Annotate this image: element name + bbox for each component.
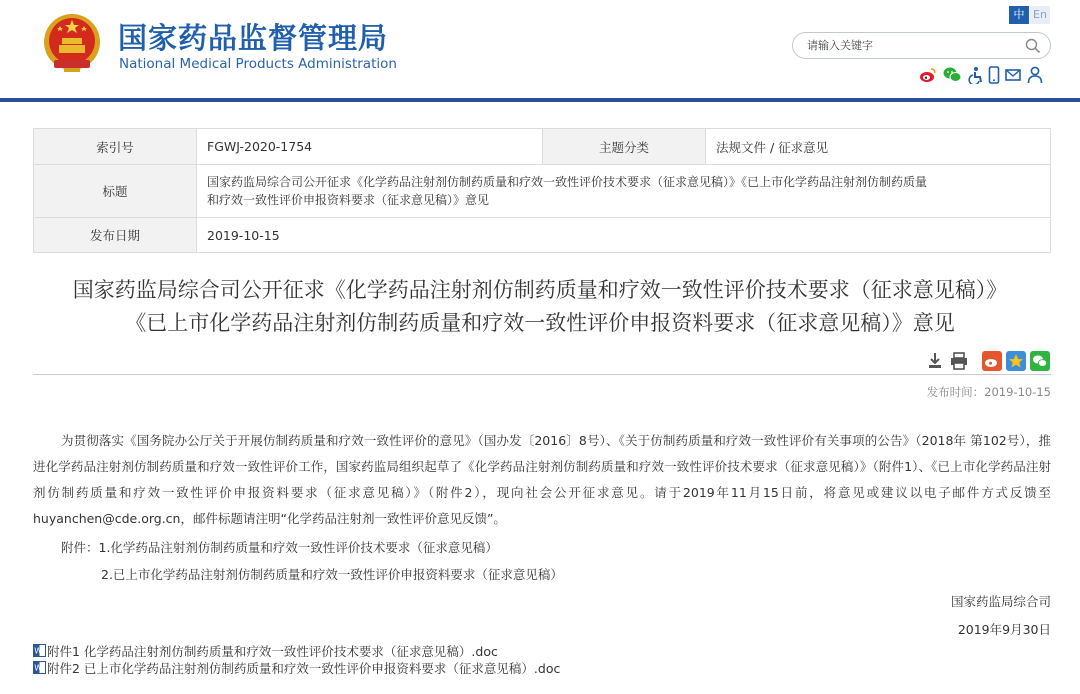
lang-zh-button[interactable]: 中 [1009, 6, 1029, 24]
download-icon[interactable] [927, 352, 943, 370]
article-body [33, 428, 1051, 532]
title-value [197, 165, 1051, 218]
document-info-table [33, 128, 1051, 253]
article-title-line2: 《已上市化学药品注射剂仿制药质量和疗效一致性评价申报资料要求（征求意见稿）》意见 [125, 311, 955, 335]
site-title-cn[interactable]: 国家药品监督管理局 [118, 21, 389, 55]
article-title-line1: 国家药监局综合司公开征求《化学药品注射剂仿制药质量和疗效一致性评价技术要求（征求意见稿）》 [72, 278, 1008, 302]
signer: 国家药监局综合司 [950, 594, 1051, 609]
site-header [0, 0, 1080, 98]
category-value: 法规文件 / 征求意见 [706, 129, 1051, 165]
publish-time: 发布时间：2019-10-15 [926, 385, 1051, 399]
article-paragraph: 为贯彻落实《国务院办公厅关于开展仿制药质量和疗效一致性评价的意见》（国办发〔2016〕8号）、《关于仿制药质量和疗效一致性评价有关事项的公告》（2018年 第102号），推进化学药品注射剂仿制药质量和疗效一致性评价工作，国家药监局组织起草了《化学药品注射剂仿制药质量和疗效一致性评价技术要求（征求意见稿）》（附件1）、《已上市化学药品注射剂仿制药质量和疗效一致性评价申报资料要求（征求意见稿）》（附件2），现向社会公开征求意见。请于2019年11月15日前，将意见或建议以电子邮件方式反馈至huyanchen@cde.org.cn，邮件标题请注明“化学药品注射剂一致性评价意见反馈”。 [33, 433, 1051, 526]
title-separator [33, 374, 1051, 375]
date-label: 发布日期 [34, 218, 197, 253]
attachment-line-2: 2.已上市化学药品注射剂仿制药质量和疗效一致性评价申报资料要求（征求意见稿） [101, 567, 563, 582]
accessibility-icon[interactable] [968, 66, 984, 84]
svg-text:W: W [34, 646, 43, 656]
print-icon[interactable] [950, 352, 968, 370]
search-icon[interactable] [1025, 38, 1041, 54]
mail-icon[interactable] [1005, 66, 1021, 84]
word-doc-icon [33, 661, 46, 674]
svg-text:W: W [34, 663, 43, 673]
title-value-line2: 和疗效一致性评价申报资料要求（征求意见稿）》意见 [207, 193, 490, 207]
wechat-icon[interactable] [943, 66, 962, 84]
share-favorite-icon[interactable] [1006, 351, 1026, 371]
attachment-line-1: 附件：1.化学药品注射剂仿制药质量和疗效一致性评价技术要求（征求意见稿） [61, 540, 498, 555]
share-wechat-icon[interactable] [1030, 351, 1050, 371]
header-divider [0, 98, 1080, 102]
mobile-icon[interactable] [988, 66, 1000, 84]
doc-link-1-text: 附件1 化学药品注射剂仿制药质量和疗效一致性评价技术要求（征求意见稿）.doc [47, 644, 498, 659]
doc-link-attachment-1[interactable] [33, 642, 498, 660]
index-label: 索引号 [34, 129, 197, 165]
lang-en-button[interactable]: En [1030, 6, 1050, 24]
sign-date: 2019年9月30日 [957, 622, 1051, 637]
doc-link-attachment-2[interactable] [33, 659, 560, 677]
index-value: FGWJ-2020-1754 [197, 129, 543, 165]
share-weibo-icon[interactable] [982, 351, 1002, 371]
title-value-line1: 国家药监局综合司公开征求《化学药品注射剂仿制药质量和疗效一致性评价技术要求（征求意见稿）》《已上市化学药品注射剂仿制药质量 [207, 175, 928, 189]
title-label: 标题 [34, 165, 197, 218]
category-label: 主题分类 [543, 129, 706, 165]
date-value: 2019-10-15 [197, 218, 1051, 253]
search-input[interactable] [807, 36, 1017, 55]
article-title [0, 274, 1080, 340]
search-box [792, 32, 1051, 59]
word-doc-icon [33, 644, 46, 657]
site-title-en[interactable]: National Medical Products Administration [119, 56, 397, 72]
weibo-icon[interactable] [919, 66, 937, 84]
doc-link-2-text: 附件2 已上市化学药品注射剂仿制药质量和疗效一致性评价申报资料要求（征求意见稿）.doc [47, 661, 561, 676]
national-emblem-icon [42, 12, 102, 74]
user-icon[interactable] [1027, 66, 1043, 84]
